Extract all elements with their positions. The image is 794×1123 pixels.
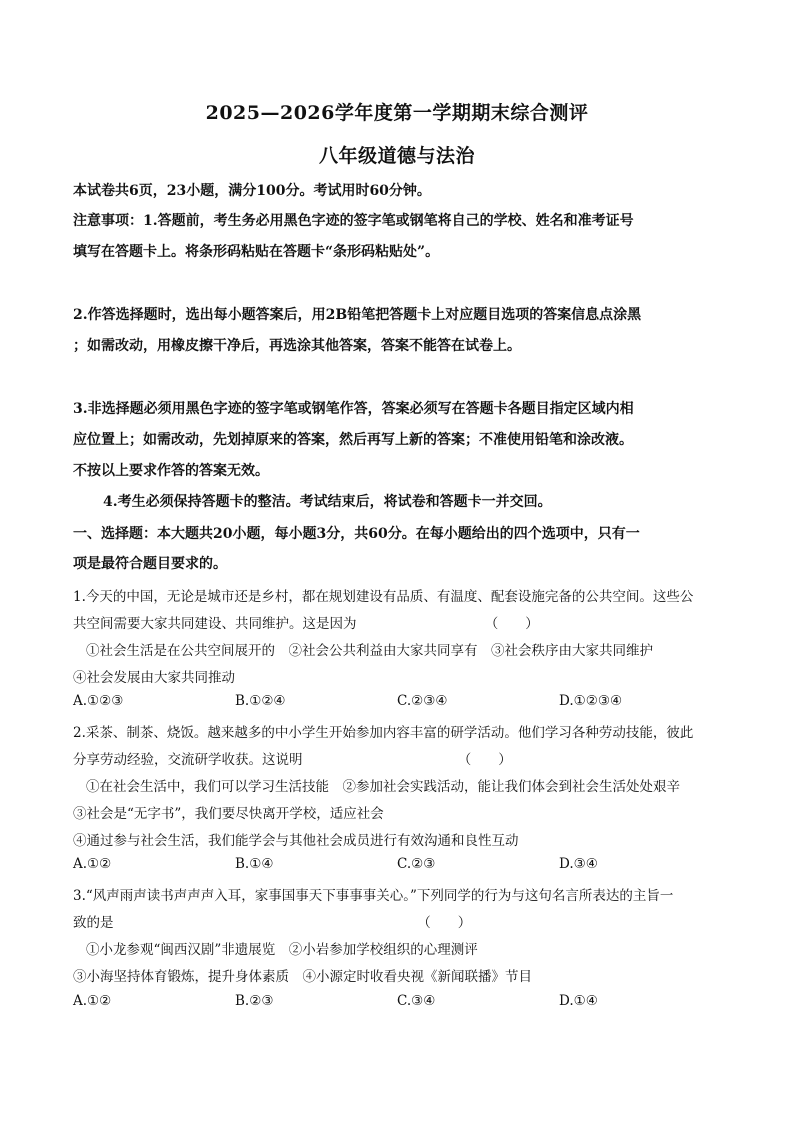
note-3-line-1: 3.非选择题必须用黑色字迹的签字笔或钢笔作答，答案必须写在答题卡各题目指定区域内相	[73, 401, 634, 417]
q3-stem-line-1: 3.“风声雨声读书声声声入耳，家事国事天下事事事关心。”下列同学的行为与这句名言所表达的主旨一	[73, 888, 674, 904]
exam-subject: 八年级道德与法治	[318, 145, 475, 167]
notes-line-1: 注意事项：1.答题前，考生务必用黑色字迹的签字笔或钢笔将自己的学校、姓名和准考证号	[73, 213, 634, 229]
exam-summary: 本试卷共6页，23小题，满分100分。考试用时60分钟。	[73, 183, 431, 199]
q2-option-d: D.③④	[559, 856, 598, 872]
q2-option-a: A.①②	[73, 856, 112, 872]
section-1-heading-cont: 项是最符合题目要求的。	[73, 556, 227, 572]
q1-option-c: C.②③④	[397, 693, 448, 709]
q2-option-c: C.②③	[397, 856, 436, 872]
q2-items-line-3: ④通过参与社会生活，我们能学会与其他社会成员进行有效沟通和良性互动	[73, 833, 519, 849]
section-1-heading: 一、选择题：本大题共20小题，每小题3分，共60分。在每小题给出的四个选项中，只有一	[73, 526, 640, 542]
q3-option-b: B.②③	[235, 993, 274, 1009]
q1-items-line-2: ④社会发展由大家共同推动	[73, 670, 235, 686]
notes-line-2: 填写在答题卡上。将条形码粘贴在答题卡“条形码粘贴处”。	[73, 244, 440, 260]
note-4: 4.考生必须保持答题卡的整洁。考试结束后，将试卷和答题卡一并交回。	[103, 494, 552, 510]
q1-option-a: A.①②③	[73, 693, 124, 709]
note-2-line-1: 2.作答选择题时，选出每小题答案后，用2B铅笔把答题卡上对应题目选项的答案信息点涂黑	[73, 307, 642, 323]
q2-stem-line-2: 分享劳动经验，交流研学收获。这说明 （ ）	[73, 752, 512, 768]
q2-items-line-2: ③社会是“无字书”，我们要尽快离开学校，适应社会	[73, 806, 384, 822]
q1-option-b: B.①②④	[235, 693, 286, 709]
q2-items-line-1: ①在社会生活中，我们可以学习生活技能 ②参加社会实践活动，能让我们体会到社会生活处处艰辛	[86, 779, 680, 795]
exam-title: 2025—2026学年度第一学期期末综合测评	[205, 102, 589, 124]
q3-items-line-1: ①小龙参观“闽西汉剧”非遗展览 ②小岩参加学校组织的心理测评	[86, 942, 478, 958]
note-3-line-3: 不按以上要求作答的答案无效。	[73, 463, 269, 479]
note-2-line-2: ；如需改动，用橡皮擦干净后，再选涂其他答案，答案不能答在试卷上。	[73, 338, 521, 354]
q3-stem-line-2: 致的是 （ ）	[73, 915, 472, 931]
q3-option-a: A.①②	[73, 993, 112, 1009]
q2-stem-line-1: 2.采茶、制茶、烧饭。越来越多的中小学生开始参加内容丰富的研学活动。他们学习各种劳动技能，彼此	[73, 725, 694, 741]
q1-items-line-1: ①社会生活是在公共空间展开的 ②社会公共利益由大家共同享有 ③社会秩序由大家共同维护	[86, 643, 653, 659]
note-3-line-2: 应位置上；如需改动，先划掉原来的答案，然后再写上新的答案；不准使用铅笔和涂改液。	[73, 432, 633, 448]
q3-items-line-2: ③小海坚持体育锻炼，提升身体素质 ④小源定时收看央视《新闻联播》节目	[73, 969, 532, 985]
q3-option-c: C.③④	[397, 993, 436, 1009]
q2-option-b: B.①④	[235, 856, 274, 872]
q1-stem-line-1: 1.今天的中国，无论是城市还是乡村，都在规划建设有品质、有温度、配套设施完备的公共空间。这些公	[73, 589, 694, 605]
q1-stem-line-2: 共空间需要大家共同建设、共同维护。这是因为 （ ）	[73, 616, 539, 632]
q1-option-d: D.①②③④	[559, 693, 623, 709]
q3-option-d: D.①④	[559, 993, 598, 1009]
